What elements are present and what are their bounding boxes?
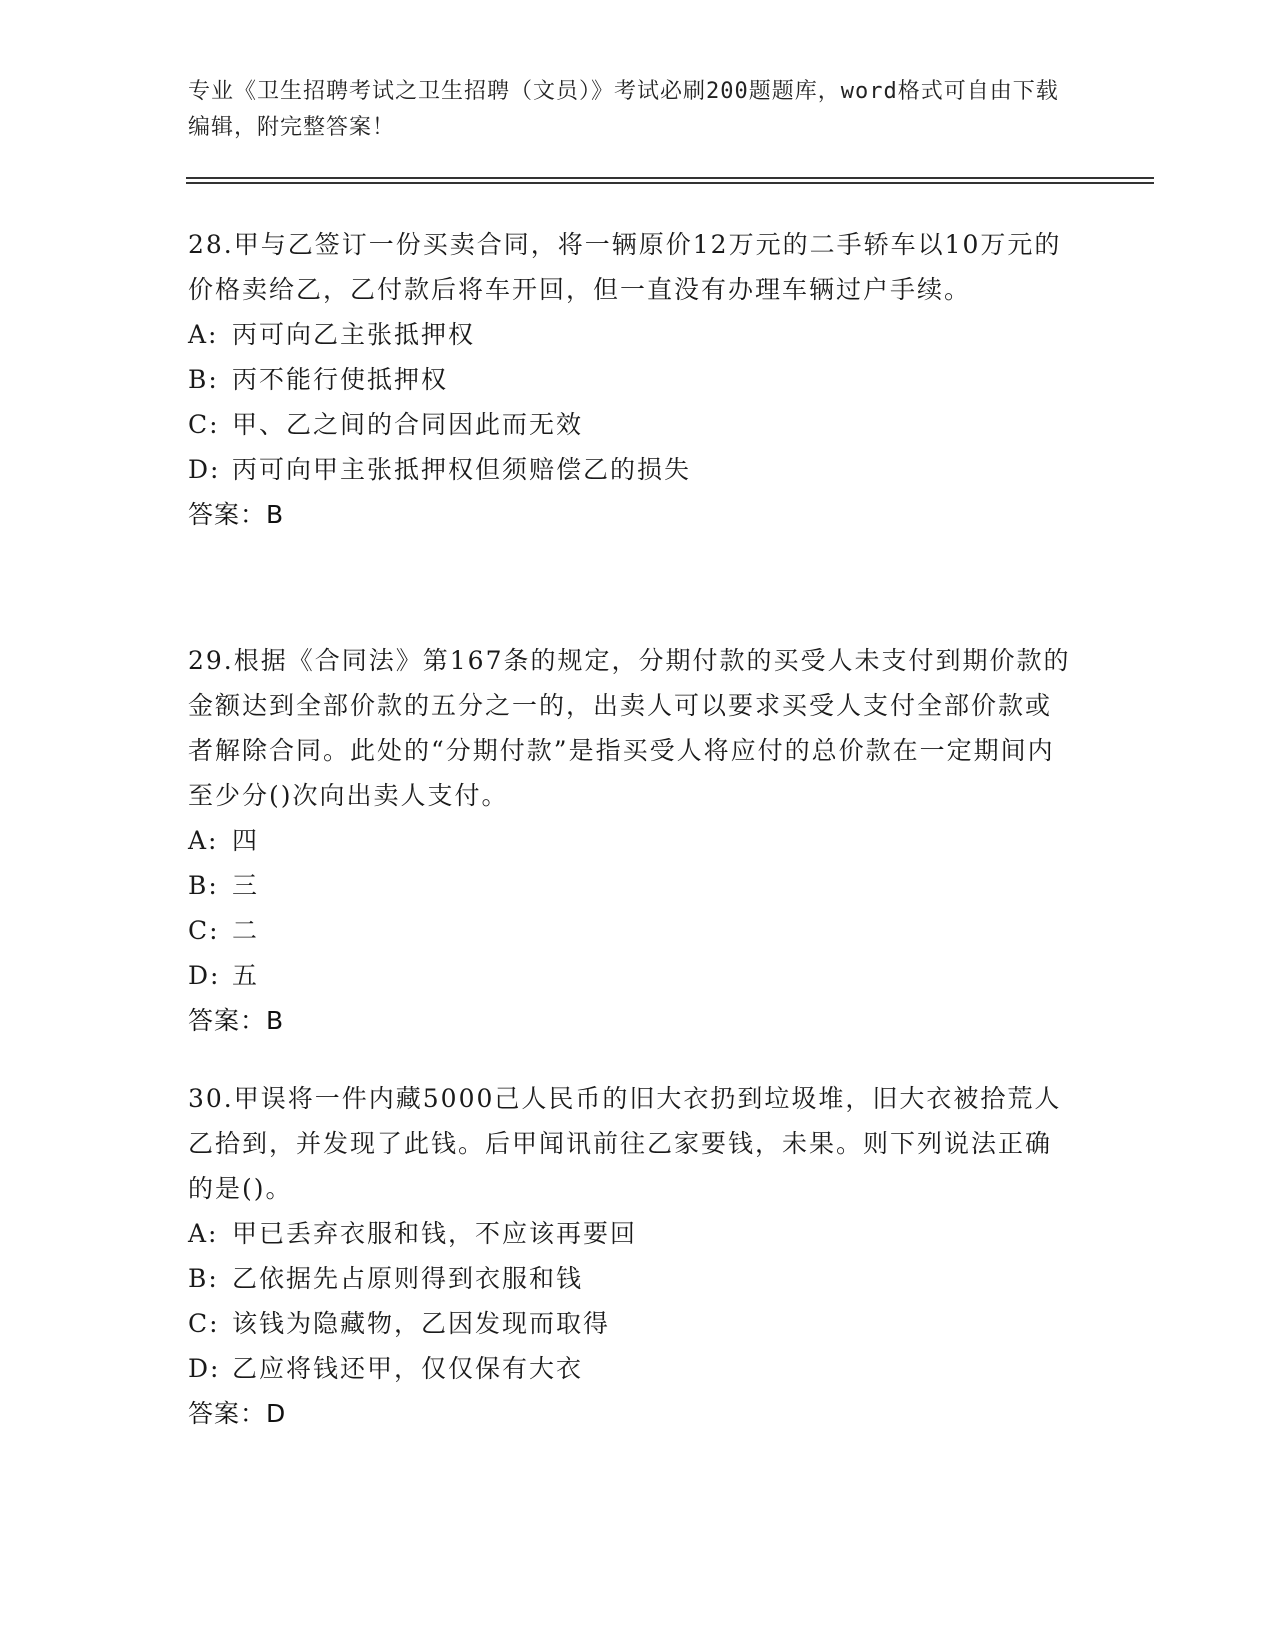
header-divider-bottom: [186, 182, 1154, 184]
option-key: C:: [188, 1309, 220, 1338]
option-text: 四: [232, 826, 260, 855]
option-a: [188, 1211, 1078, 1256]
option-b: [188, 863, 1078, 908]
option-text: 丙不能行使抵押权: [232, 365, 449, 394]
question-stem: 28.甲与乙签订一份买卖合同，将一辆原价12万元的二手轿车以10万元的价格卖给乙，乙付款后将车开回，但一直没有办理车辆过户手续。: [188, 230, 1062, 304]
option-text: 乙应将钱还甲，仅仅保有大衣: [232, 1354, 584, 1383]
document-header: 专业《卫生招聘考试之卫生招聘（文员）》考试必刷200题题库，word格式可自由下载编辑，附完整答案！: [188, 79, 1059, 140]
option-key: B:: [188, 365, 219, 394]
option-b: [188, 1256, 1078, 1301]
option-key: C:: [188, 410, 220, 439]
option-text: 二: [232, 916, 260, 945]
option-key: A:: [188, 1219, 219, 1248]
option-c: [188, 908, 1078, 953]
question-stem: 29.根据《合同法》第167条的规定，分期付款的买受人未支付到期价款的金额达到全部价款的五分之一的，出卖人可以要求买受人支付全部价款或者解除合同。此处的“分期付款”是指买受人将应付的总价款在一定期间内至少分()次向出卖人支付。: [188, 646, 1071, 810]
option-d: [188, 447, 1078, 492]
option-d: [188, 1346, 1078, 1391]
question-29: [188, 638, 1078, 1043]
option-text: 乙依据先占原则得到衣服和钱: [232, 1264, 584, 1293]
option-key: D:: [188, 961, 221, 990]
question-stem: 30.甲误将一件内藏5000己人民币的旧大衣扔到垃圾堆，旧大衣被拾荒人乙拾到，并发现了此钱。后甲闻讯前往乙家要钱，未果。则下列说法正确的是()。: [188, 1084, 1062, 1203]
option-text: 五: [232, 961, 260, 990]
option-text: 该钱为隐藏物，乙因发现而取得: [232, 1309, 611, 1338]
question-28: [188, 222, 1078, 537]
answer-label: 答案：B: [188, 500, 285, 529]
option-text: 丙可向甲主张抵押权但须赔偿乙的损失: [232, 455, 692, 484]
option-text: 三: [232, 871, 260, 900]
option-key: B:: [188, 871, 219, 900]
answer-label: 答案：D: [188, 1399, 287, 1428]
option-key: C:: [188, 916, 220, 945]
question-30: [188, 1076, 1078, 1436]
option-text: 丙可向乙主张抵押权: [232, 320, 476, 349]
option-c: [188, 1301, 1078, 1346]
answer-label: 答案：B: [188, 1006, 285, 1035]
option-text: 甲、乙之间的合同因此而无效: [232, 410, 584, 439]
option-key: B:: [188, 1264, 219, 1293]
option-c: [188, 402, 1078, 447]
option-key: D:: [188, 1354, 221, 1383]
option-text: 甲已丢弃衣服和钱，不应该再要回: [232, 1219, 638, 1248]
option-a: [188, 312, 1078, 357]
option-key: A:: [188, 826, 219, 855]
option-a: [188, 818, 1078, 863]
option-b: [188, 357, 1078, 402]
option-d: [188, 953, 1078, 998]
option-key: A:: [188, 320, 219, 349]
header-divider-top: [186, 177, 1154, 179]
option-key: D:: [188, 455, 221, 484]
